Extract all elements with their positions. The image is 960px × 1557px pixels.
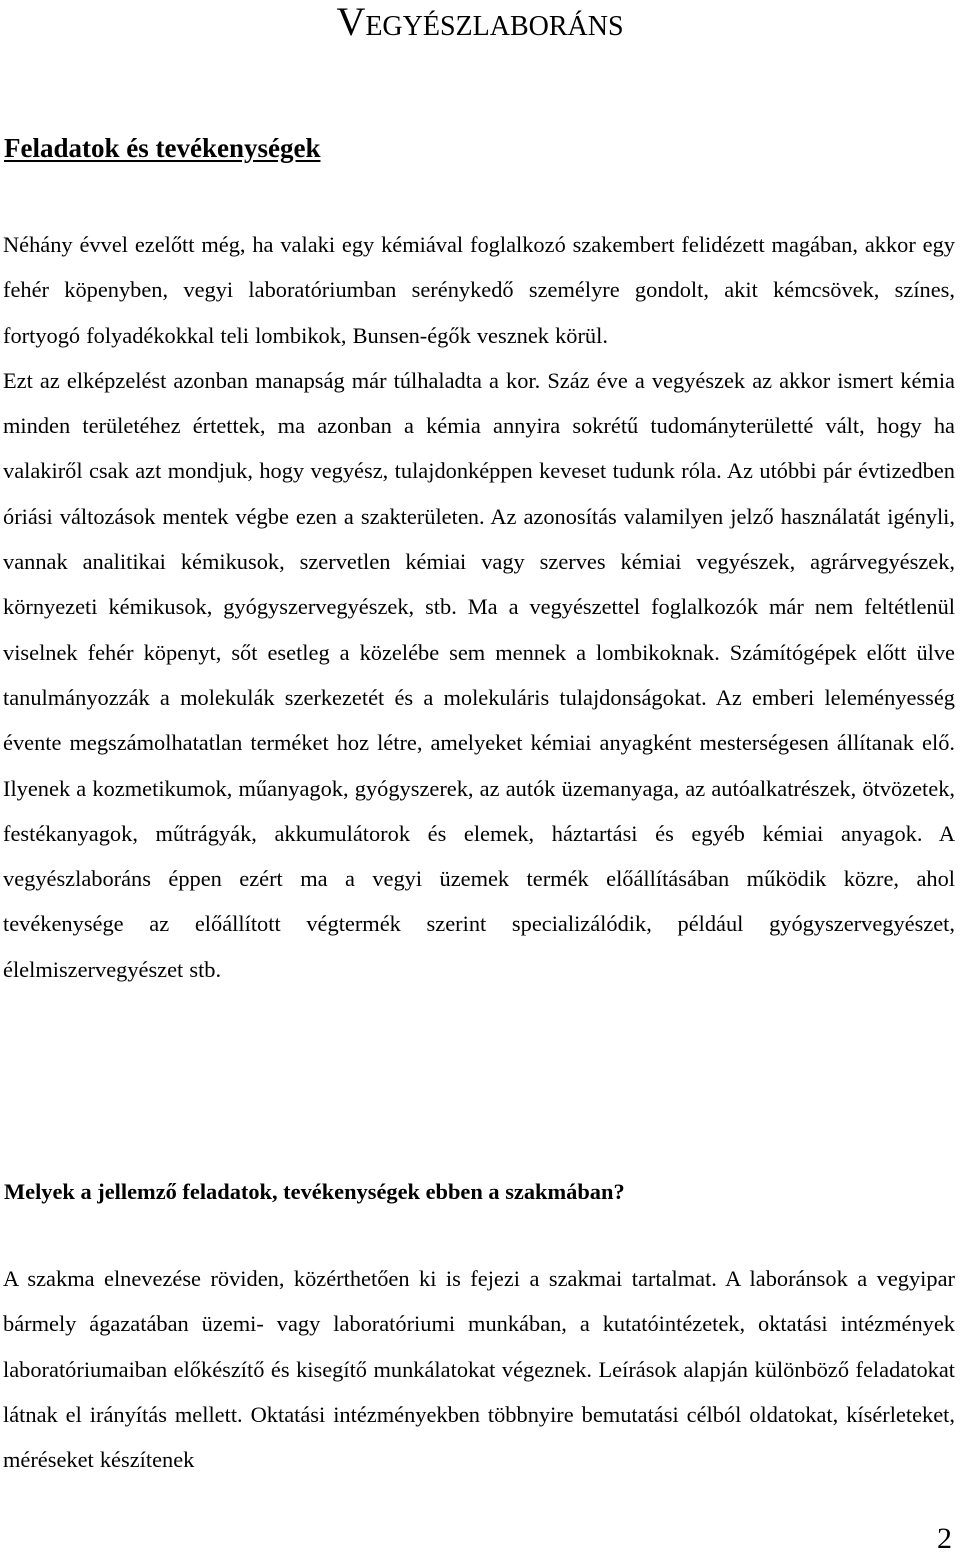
paragraph-intro-continuation: Ezt az elképzelést azonban manapság már túlhaladta a kor. Száz éve a vegyészek az akkor ismert kémia minden területéhez értettek, ma azonban a kémia annyira sokrétű tudományterületté vált, hogy ha valakiről csak azt mondjuk, hogy vegyész, tulajdonképpen keveset tudunk róla. Az utóbbi pár évtizedben óriási változások mentek végbe ezen a szakterületen. Az azonosítás valamilyen jelző használatát igényli, vannak analitikai kémikusok, szervetlen kémiai vagy szerves kémiai vegyészek, agrárvegyészek, környezeti kémikusok, gyógyszervegyészek, stb. Ma a vegyészettel foglalkozók már nem feltétlenül viselnek fehér köpenyt, sőt esetleg a közelébe sem mennek a lombikoknak. Számítógépek előtt ülve tanulmányozzák a molekulák szerkezetét és a molekuláris tulajdonságokat. Az emberi leleményesség évente megszámolhatatlan terméket hoz létre, amelyeket kémiai anyagként mesterségesen állítanak elő. Ilyenek a kozmetikumok, műanyagok, gyógyszerek, az autók üzemanyaga, az autóalkatrészek, ötvözetek, festékanyagok, műtrágyák, akkumulátorok és elemek, háztartási és egyéb kémiai anyagok. A vegyészlaboráns éppen ezért ma a vegyi üzemek termék előállításában működik közre, ahol tevékenysége az előállított végtermék szerint specializálódik, például gyógyszervegyészet, élelmiszervegyészet stb. [3,367,955,982]
section-heading: Feladatok és tevékenységek [4,133,321,163]
paragraph-intro-first-sentence: Néhány évvel ezelőtt még, ha valaki egy kémiával foglalkozó szakembert felidézett magában, akkor egy fehér köpenyben, vegyi laboratóriumban serénykedő személyre gondolt, akit kémcsövek, színes, fortyogó folyadékokkal teli lombikok, Bunsen-égők vesznek körül. [3,232,955,348]
question-heading: Melyek a jellemző feladatok, tevékenységek ebben a szakmában? [4,1179,625,1204]
page-number: 2 [937,1522,952,1555]
paragraph-intro [3,222,955,992]
document-title: Vegyészlaboráns [336,0,624,44]
paragraph-answer: A szakma elnevezése röviden, közérthetően ki is fejezi a szakmai tartalmat. A laboránsok a vegyipar bármely ágazatában üzemi- vagy laboratóriumi munkában, a kutatóintézetek, oktatási intézmények laboratóriumaiban előkészítő és kisegítő munkálatokat végeznek. Leírások alapján különböző feladatokat látnak el irányítás mellett. Oktatási intézményekben többnyire bemutatási célból oldatokat, kísérleteket, méréseket készítenek [3,1266,955,1473]
